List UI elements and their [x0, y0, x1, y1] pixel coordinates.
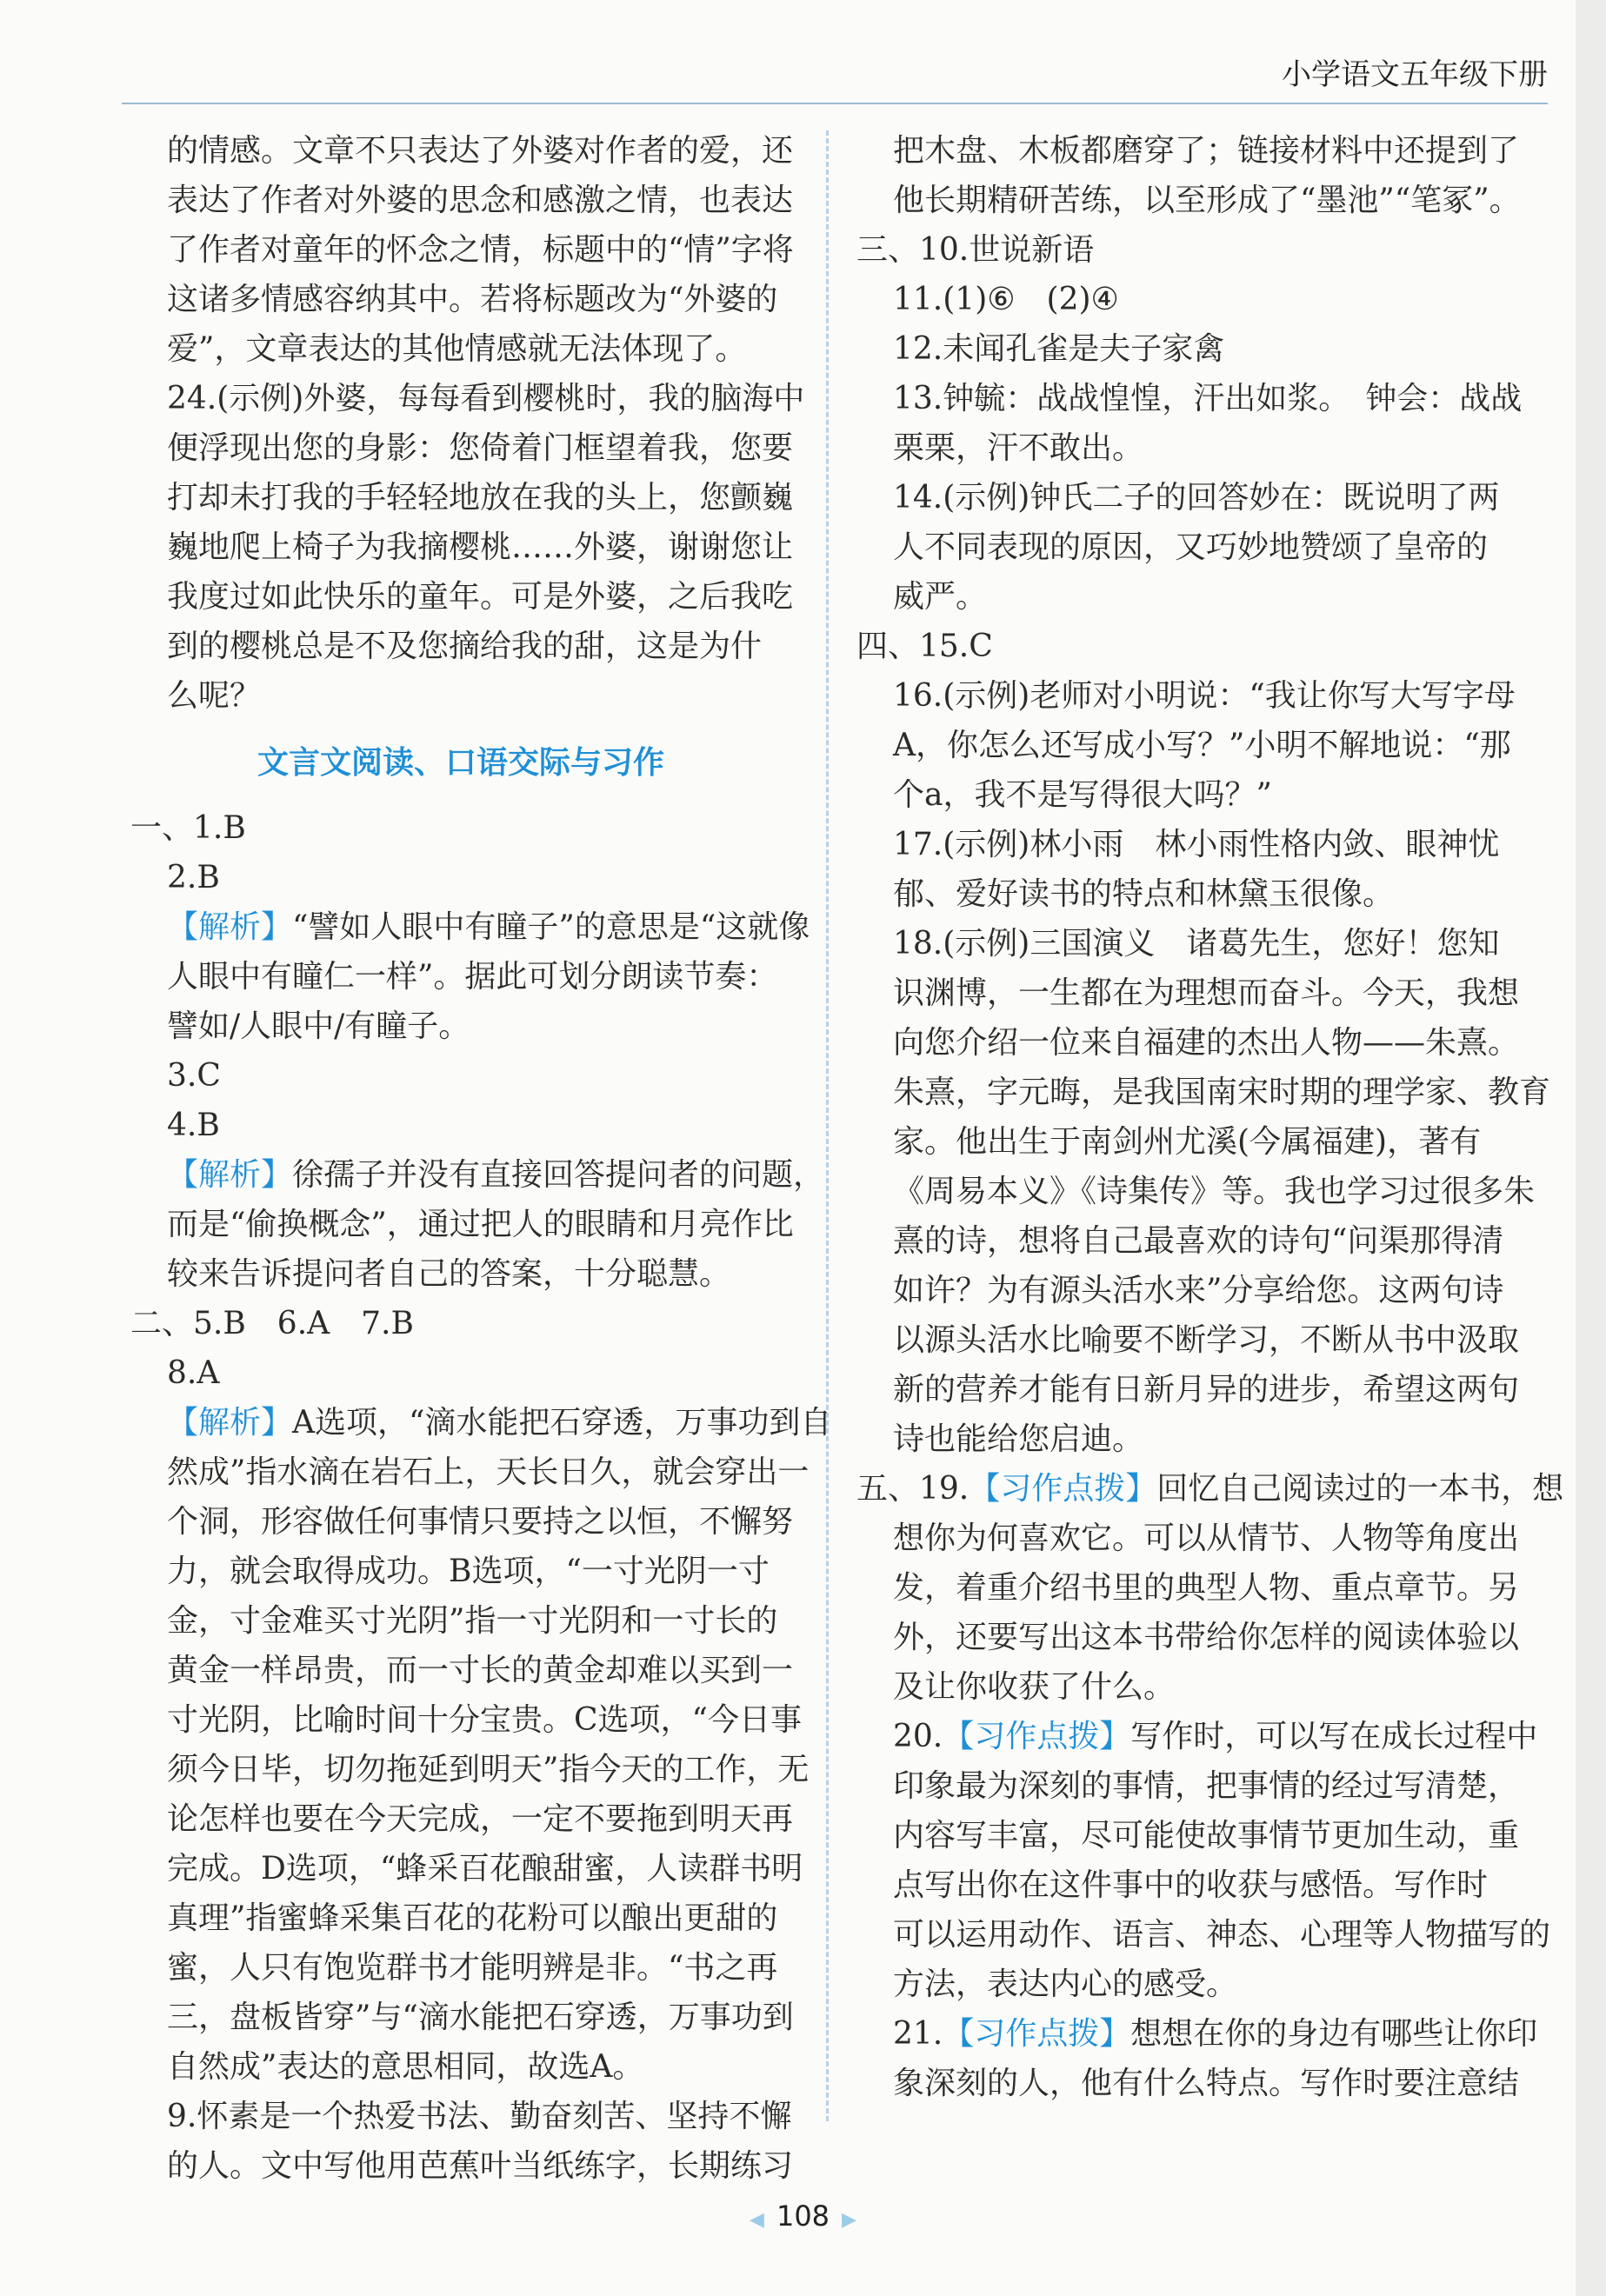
text-line: 熹的诗，想将自己最喜欢的诗句“问渠那得清: [893, 1223, 1504, 1259]
text-line: 发，着重介绍书里的典型人物、重点章节。另: [893, 1570, 1520, 1606]
text-line: 他长期精研苦练，以至形成了“墨池”“笔冢”。: [893, 183, 1521, 218]
page-edge-shadow: [1576, 0, 1606, 2296]
text-line: 想你为何喜欢它。可以从情节、人物等角度出: [893, 1521, 1520, 1556]
text-line: 爱”，文章表达的其他情感就无法体现了。: [167, 331, 747, 367]
answer-12: 12.未闻孔雀是夫子家禽: [893, 331, 1225, 367]
answer-21: 21.【习作点拨】想想在你的身边有哪些让你印: [893, 2016, 1538, 2052]
left-column: [130, 126, 832, 2191]
text-line: 如许？为有源头活水来”分享给您。这两句诗: [893, 1273, 1504, 1308]
text-line: 打却未打我的手轻轻地放在我的头上，您颤巍: [167, 480, 794, 516]
text-line: 而是“偷换概念”，通过把人的眼睛和月亮作比: [167, 1207, 794, 1242]
text-line: 便浮现出您的身影：您倚着门框望着我，您要: [167, 430, 794, 466]
text-line: 个a，我不是写得很大吗？”: [893, 777, 1272, 813]
text-line: 么呢？: [167, 678, 262, 714]
text-line: 巍地爬上椅子为我摘樱桃……外婆，谢谢您让: [167, 529, 794, 565]
text-line: 郁、爱好读书的特点和林黛玉很像。: [893, 876, 1395, 912]
text-line: 了作者对童年的怀念之情，标题中的“情”字将: [167, 232, 794, 268]
text-line: 然成”指水滴在岩石上，天长日久，就会穿出一: [167, 1454, 810, 1490]
text-line: 到的樱桃总是不及您摘给我的甜，这是为什: [167, 629, 763, 664]
page-number: 108: [776, 2200, 830, 2233]
text-line: 家。他出生于南剑州尤溪(今属福建)，著有: [893, 1124, 1482, 1160]
text-line: 自然成”表达的意思相同，故选A。: [167, 2049, 644, 2085]
answer-4: 4.B: [167, 1108, 220, 1143]
text-line: A，你怎么还写成小写？”小明不解地说：“那: [893, 728, 1511, 763]
text-line: 印象最为深刻的事情，把事情的经过写清楚，: [893, 1768, 1520, 1804]
section-title: 文言文阅读、口语交际与习作: [257, 745, 664, 781]
writing-tip-tag: 【习作点拨】: [969, 1471, 1157, 1507]
page-footer: [0, 2200, 1606, 2233]
answer-3: 3.C: [167, 1058, 221, 1094]
answer-15: 四、15.C: [856, 629, 993, 664]
header-rule: [122, 103, 1548, 104]
text-line: 我度过如此快乐的童年。可是外婆，之后我吃: [167, 579, 794, 615]
text-line: 蜜，人只有饱览群书才能明辨是非。“书之再: [167, 1950, 778, 1986]
text-line: 须今日毕，切勿拖延到明天”指今天的工作，无: [167, 1752, 810, 1787]
text-line: 方法，表达内心的感受。: [893, 1967, 1238, 2002]
text-line: 把木盘、木板都磨穿了；链接材料中还提到了: [893, 133, 1520, 169]
text-line: 三，盘板皆穿”与“滴水能把石穿透，万事功到: [167, 2000, 794, 2035]
answer-9: 9.怀素是一个热爱书法、勤奋刻苦、坚持不懈: [167, 2099, 792, 2134]
text-line: 外，还要写出这本书带给你怎样的阅读体验以: [893, 1620, 1520, 1655]
running-header: 小学语文五年级下册: [1282, 57, 1548, 92]
answer-8: 8.A: [167, 1355, 220, 1391]
analysis-tag: 【解析】: [167, 909, 293, 945]
text-line: 真理”指蜜蜂采集百花的花粉可以酿出更甜的: [167, 1900, 778, 1936]
text-line: 较来告诉提问者自己的答案，十分聪慧。: [167, 1256, 731, 1292]
analysis-4: 【解析】徐孺子并没有直接回答提问者的问题，: [167, 1157, 825, 1193]
text-line: 向您介绍一位来自福建的杰出人物——朱熹。: [893, 1025, 1520, 1061]
analysis-2: 【解析】“譬如人眼中有瞳子”的意思是“这就像: [167, 909, 810, 945]
answer-1: 一、1.B: [130, 810, 246, 846]
text-line: 表达了作者对外婆的思念和感激之情，也表达: [167, 183, 794, 218]
text-line: 以源头活水比喻要不断学习，不断从书中汲取: [893, 1322, 1520, 1358]
text-line: 栗栗，汗不敢出。: [893, 430, 1144, 466]
answer-24: 24.(示例)外婆，每每看到樱桃时，我的脑海中: [167, 381, 805, 416]
writing-tip-tag: 【习作点拨】: [943, 2016, 1131, 2052]
text-line: 识渊博，一生都在为理想而奋斗。今天，我想: [893, 975, 1520, 1011]
text-line: 的人。文中写他用芭蕉叶当纸练字，长期练习: [167, 2148, 794, 2184]
text-line: 黄金一样昂贵，而一寸长的黄金却难以买到一: [167, 1653, 794, 1688]
column-divider: [826, 130, 829, 2121]
analysis-tag: 【解析】: [167, 1405, 293, 1441]
triangle-left-icon: ◀: [750, 2209, 764, 2231]
text-line: 金，寸金难买寸光阴”指一寸光阴和一寸长的: [167, 1603, 778, 1639]
text-line: 及让你收获了什么。: [893, 1669, 1176, 1705]
text-line: 威严。: [893, 579, 988, 615]
text-line: 完成。D选项，“蜂采百花酿甜蜜，人读群书明: [167, 1851, 803, 1887]
text-line: 《周易本义》《诗集传》等。我也学习过很多朱: [893, 1174, 1536, 1209]
text-line: 的情感。文章不只表达了外婆对作者的爱，还: [167, 133, 794, 169]
answer-16: 16.(示例)老师对小明说：“我让你写大写字母: [893, 678, 1516, 714]
right-column: [856, 126, 1564, 2108]
answer-19: 五、19.【习作点拨】回忆自己阅读过的一本书，想: [856, 1471, 1564, 1507]
text-line: 新的营养才能有日新月异的进步，希望这两句: [893, 1372, 1520, 1408]
answer-11: 11.(1)⑥ (2)④: [893, 282, 1119, 317]
text-line: 这诸多情感容纳其中。若将标题改为“外婆的: [167, 282, 778, 317]
text-line: 个洞，形容做任何事情只要持之以恒，不懈努: [167, 1504, 794, 1540]
text-line: 力，就会取得成功。B选项，“一寸光阴一寸: [167, 1554, 770, 1589]
answer-5-7: 二、5.B 6.A 7.B: [130, 1306, 414, 1341]
text-line: 寸光阴，比喻时间十分宝贵。C选项，“今日事: [167, 1702, 802, 1738]
answer-17: 17.(示例)林小雨 林小雨性格内敛、眼神忧: [893, 827, 1500, 862]
text-line: 点写出你在这件事中的收获与感悟。写作时: [893, 1867, 1489, 1903]
text-line: 象深刻的人，他有什么特点。写作时要注意结: [893, 2066, 1520, 2101]
text-line: 论怎样也要在今天完成，一定不要拖到明天再: [167, 1801, 794, 1837]
writing-tip-tag: 【习作点拨】: [943, 1719, 1131, 1754]
text-line: 人不同表现的原因，又巧妙地赞颂了皇帝的: [893, 529, 1489, 565]
text-line: 内容写丰富，尽可能使故事情节更加生动，重: [893, 1818, 1520, 1853]
text-line: 诗也能给您启迪。: [893, 1421, 1144, 1457]
answer-14: 14.(示例)钟氏二子的回答妙在：既说明了两: [893, 480, 1500, 516]
answer-18: 18.(示例)三国演义 诸葛先生，您好！您知: [893, 926, 1500, 962]
text-line: 譬如/人眼中/有瞳子。: [167, 1008, 470, 1044]
answer-10: 三、10.世说新语: [856, 232, 1095, 268]
analysis-8: 【解析】A选项，“滴水能把石穿透，万事功到自: [167, 1405, 832, 1441]
answer-13: 13.钟毓：战战惶惶，汗出如浆。 钟会：战战: [893, 381, 1523, 416]
answer-2: 2.B: [167, 860, 220, 895]
analysis-tag: 【解析】: [167, 1157, 293, 1193]
text-line: 可以运用动作、语言、神态、心理等人物描写的: [893, 1917, 1551, 1953]
triangle-right-icon: ▶: [842, 2209, 856, 2231]
text-line: 朱熹，字元晦，是我国南宋时期的理学家、教育: [893, 1075, 1551, 1110]
text-line: 人眼中有瞳仁一样”。据此可划分朗读节奏：: [167, 959, 778, 995]
answer-20: 20.【习作点拨】写作时，可以写在成长过程中: [893, 1719, 1538, 1754]
